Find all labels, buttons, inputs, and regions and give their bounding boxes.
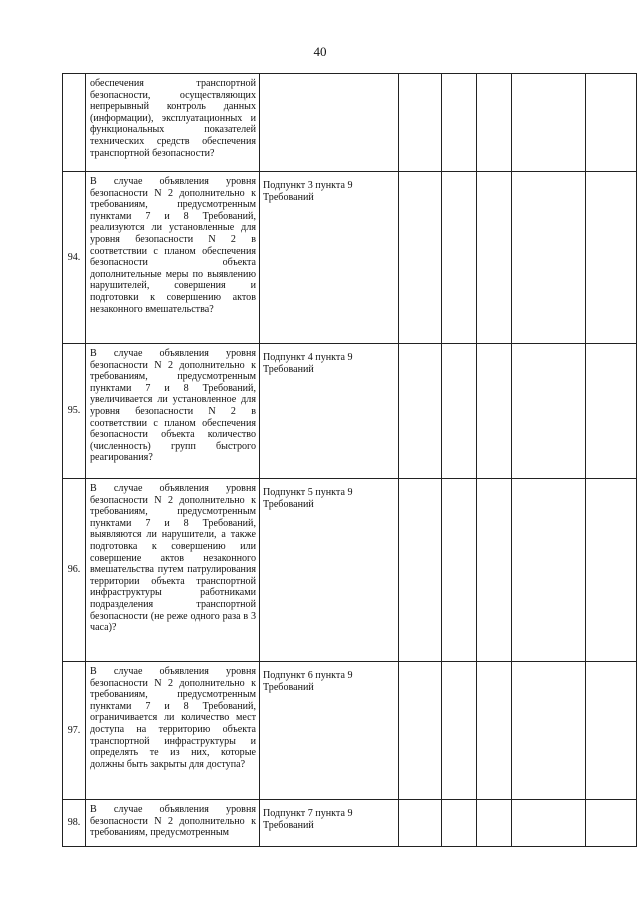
answer-cell-na: [477, 74, 512, 172]
answer-cell-yes: [399, 800, 442, 847]
answer-cell-na: [477, 479, 512, 662]
answer-cell-no: [442, 172, 477, 344]
question-cell: [86, 479, 260, 662]
table-row: [63, 479, 637, 662]
reference-cell: [260, 800, 399, 847]
answer-cell-yes: [399, 344, 442, 479]
question-text: В случае объявления уровня безопасности N 2 дополнительно к требованиям, предусмотренным пунктами 7 и 8 Требований, выявляются ли нарушители, а также подготовка к совершению или совершение актов незаконного вмешательства путем патрулирования территории объекта транспортной инфраструктуры работниками подразделения транспортной безопасности (не реже одного раза в 3 часа)?: [90, 483, 256, 634]
answer-cell-no: [442, 662, 477, 800]
notes-cell: [512, 172, 586, 344]
answer-cell-yes: [399, 479, 442, 662]
checklist-table: [62, 73, 637, 847]
reference-line: Требований: [263, 819, 314, 831]
table-row: [63, 662, 637, 800]
notes-cell: [512, 344, 586, 479]
question-cell: [86, 74, 260, 172]
answer-cell-no: [442, 800, 477, 847]
reference-cell: [260, 662, 399, 800]
reference-line: Подпункт 5 пункта 9: [263, 487, 353, 498]
extra-cell: [586, 344, 637, 479]
notes-cell: [512, 479, 586, 662]
answer-cell-no: [442, 479, 477, 662]
reference-cell: [260, 74, 399, 172]
extra-cell: [586, 172, 637, 344]
reference-line: Подпункт 6 пункта 9: [263, 670, 353, 681]
answer-cell-na: [477, 344, 512, 479]
extra-cell: [586, 662, 637, 800]
question-text: В случае объявления уровня безопасности N 2 дополнительно к требованиям, предусмотренным пунктами 7 и 8 Требований, ограничивается ли количество мест доступа на территорию объекта транспортной инфраструктуры и определять те из них, которые должны быть закрыты для доступа?: [90, 666, 256, 770]
notes-cell: [512, 800, 586, 847]
row-number: 95.: [63, 344, 86, 479]
question-cell: [86, 662, 260, 800]
answer-cell-yes: [399, 74, 442, 172]
extra-cell: [586, 479, 637, 662]
table-row: [63, 344, 637, 479]
row-number: 97.: [63, 662, 86, 800]
extra-cell: [586, 74, 637, 172]
question-cell: [86, 344, 260, 479]
reference-line: Требований: [263, 363, 314, 375]
row-number: 98.: [63, 800, 86, 847]
question-text: В случае объявления уровня безопасности N 2 дополнительно к требованиям, предусмотренным пунктами 7 и 8 Требований, увеличивается ли установленное для уровня безопасности N 2 в соответствии с планом обеспечения безопасности объекта количество (численность) групп быстрого реагирования?: [90, 348, 256, 464]
extra-cell: [586, 800, 637, 847]
row-number: 94.: [63, 172, 86, 344]
question-text: В случае объявления уровня безопасности N 2 дополнительно к требованиям, предусмотренным: [90, 804, 256, 839]
answer-cell-yes: [399, 662, 442, 800]
question-cell: [86, 800, 260, 847]
answer-cell-yes: [399, 172, 442, 344]
page-number: 40: [313, 44, 327, 59]
reference-line: Подпункт 3 пункта 9: [263, 180, 353, 191]
reference-cell: [260, 479, 399, 662]
answer-cell-no: [442, 344, 477, 479]
table-row: [63, 172, 637, 344]
reference-line: Требований: [263, 681, 314, 693]
answer-cell-na: [477, 800, 512, 847]
question-text: В случае объявления уровня безопасности N 2 дополнительно к требованиям, предусмотренным пунктами 7 и 8 Требований, реализуются ли установленные для уровня безопасности N 2 в соответствии с планом обеспечения безопасности объекта дополнительные меры по выявлению нарушителей, совершения и подготовки к совершению актов незаконного вмешательства?: [90, 176, 256, 315]
question-cell: [86, 172, 260, 344]
reference-line: Подпункт 7 пункта 9: [263, 808, 353, 819]
reference-line: Требований: [263, 498, 314, 510]
answer-cell-na: [477, 172, 512, 344]
notes-cell: [512, 74, 586, 172]
reference-cell: [260, 344, 399, 479]
row-number: [63, 74, 86, 172]
answer-cell-no: [442, 74, 477, 172]
question-text: обеспечения транспортной безопасности, осуществляющих непрерывный контроль данных (информации), эксплуатационных и функциональных показателей технических средств обеспечения транспортной безопасности?: [90, 78, 256, 159]
row-number: 96.: [63, 479, 86, 662]
reference-line: Подпункт 4 пункта 9: [263, 352, 353, 363]
notes-cell: [512, 662, 586, 800]
reference-line: Требований: [263, 191, 314, 203]
answer-cell-na: [477, 662, 512, 800]
table-row: [63, 800, 637, 847]
reference-cell: [260, 172, 399, 344]
table-row: [63, 74, 637, 172]
